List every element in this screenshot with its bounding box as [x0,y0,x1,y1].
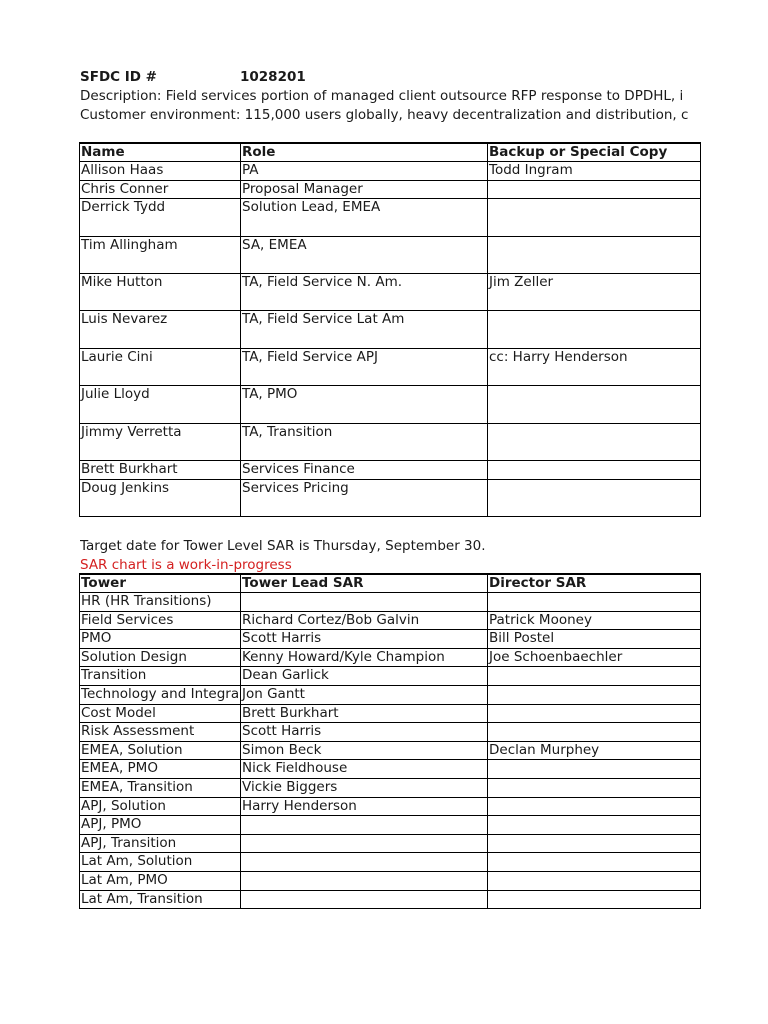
role-cell: SA, EMEA [241,236,488,273]
name-cell: Luis Nevarez [80,311,241,348]
column-header-name: Name [80,143,241,162]
tower-lead-cell [241,853,488,872]
table-row [80,630,701,649]
director-cell [488,667,701,686]
backup-cell [488,386,701,423]
team-table-body [80,162,701,517]
table-row [80,648,701,667]
tower-lead-cell: Scott Harris [241,723,488,742]
sfdc-id-label: SFDC ID # [80,69,157,85]
table-row [80,236,701,273]
backup-cell: cc: Harry Henderson [488,348,701,385]
backup-cell [488,311,701,348]
role-cell: Proposal Manager [241,180,488,199]
table-row [80,760,701,779]
table-row [80,386,701,423]
tower-cell: Cost Model [80,704,241,723]
tower-lead-cell: Kenny Howard/Kyle Champion [241,648,488,667]
column-header-backup: Backup or Special Copy [488,143,701,162]
director-cell [488,704,701,723]
table-row [80,667,701,686]
name-cell: Laurie Cini [80,348,241,385]
table-row [80,274,701,311]
table-row [80,741,701,760]
director-cell [488,890,701,909]
backup-cell [488,180,701,199]
table-row [80,311,701,348]
sfdc-id-line [80,68,720,86]
name-cell: Chris Conner [80,180,241,199]
table-row [80,723,701,742]
role-cell: TA, Field Service APJ [241,348,488,385]
tower-cell: APJ, Solution [80,797,241,816]
tower-lead-cell [241,872,488,891]
table-row [80,686,701,705]
role-cell: Solution Lead, EMEA [241,199,488,236]
role-cell: PA [241,162,488,181]
tower-lead-cell: Jon Gantt [241,686,488,705]
tower-cell: PMO [80,630,241,649]
director-cell [488,779,701,798]
tower-lead-cell: Harry Henderson [241,797,488,816]
sfdc-id-value: 1028201 [240,69,306,85]
table-row [80,479,701,516]
tower-lead-cell: Vickie Biggers [241,779,488,798]
director-cell [488,834,701,853]
backup-cell [488,423,701,460]
tower-lead-cell: Nick Fieldhouse [241,760,488,779]
role-cell: TA, PMO [241,386,488,423]
name-cell: Julie Lloyd [80,386,241,423]
name-cell: Allison Haas [80,162,241,181]
column-header-tower-lead: Tower Lead SAR [241,574,488,593]
role-cell: TA, Field Service Lat Am [241,311,488,348]
table-row [80,816,701,835]
tower-cell: Lat Am, Transition [80,890,241,909]
team-table-header-row [80,143,701,162]
role-cell: TA, Transition [241,423,488,460]
tower-lead-cell [241,834,488,853]
tower-table-header-row [80,574,701,593]
tower-cell: Technology and Integra [80,686,241,705]
backup-cell [488,236,701,273]
name-cell: Brett Burkhart [80,461,241,480]
column-header-role: Role [241,143,488,162]
director-cell: Joe Schoenbaechler [488,648,701,667]
director-cell [488,872,701,891]
tower-cell: Solution Design [80,648,241,667]
tower-lead-cell [241,593,488,612]
tower-cell: EMEA, PMO [80,760,241,779]
director-cell [488,797,701,816]
team-table [79,142,701,517]
table-row [80,162,701,181]
customer-environment-text: Customer environment: 115,000 users globally, heavy decentralization and distribution, c [80,107,689,123]
backup-cell: Todd Ingram [488,162,701,181]
table-row [80,853,701,872]
tower-lead-cell: Scott Harris [241,630,488,649]
table-row [80,834,701,853]
name-cell: Derrick Tydd [80,199,241,236]
name-cell: Jimmy Verretta [80,423,241,460]
tower-lead-cell: Brett Burkhart [241,704,488,723]
name-cell: Mike Hutton [80,274,241,311]
target-date-note: Target date for Tower Level SAR is Thursday, September 30. [80,538,486,554]
tower-cell: EMEA, Transition [80,779,241,798]
role-cell: TA, Field Service N. Am. [241,274,488,311]
role-cell: Services Finance [241,461,488,480]
director-cell [488,593,701,612]
tower-lead-cell: Dean Garlick [241,667,488,686]
description-text: Description: Field services portion of managed client outsource RFP response to DPDHL, i [80,88,684,104]
table-row [80,593,701,612]
table-row [80,348,701,385]
director-cell: Bill Postel [488,630,701,649]
tower-lead-cell: Richard Cortez/Bob Galvin [241,611,488,630]
director-cell [488,760,701,779]
table-row [80,779,701,798]
column-header-director: Director SAR [488,574,701,593]
director-cell [488,686,701,705]
backup-cell: Jim Zeller [488,274,701,311]
tower-lead-cell: Simon Beck [241,741,488,760]
table-row [80,461,701,480]
table-row [80,872,701,891]
backup-cell [488,479,701,516]
backup-cell [488,461,701,480]
table-row [80,180,701,199]
tower-cell: Lat Am, Solution [80,853,241,872]
wip-note: SAR chart is a work-in-progress [80,557,292,573]
director-cell [488,853,701,872]
director-cell: Patrick Mooney [488,611,701,630]
name-cell: Tim Allingham [80,236,241,273]
tower-cell: APJ, PMO [80,816,241,835]
table-row [80,611,701,630]
tower-cell: Transition [80,667,241,686]
tower-cell: Lat Am, PMO [80,872,241,891]
tower-cell: Risk Assessment [80,723,241,742]
director-cell [488,816,701,835]
role-cell: Services Pricing [241,479,488,516]
tower-lead-cell [241,816,488,835]
tower-cell: Field Services [80,611,241,630]
name-cell: Doug Jenkins [80,479,241,516]
director-cell: Declan Murphey [488,741,701,760]
tower-cell: EMEA, Solution [80,741,241,760]
table-row [80,704,701,723]
table-row [80,890,701,909]
backup-cell [488,199,701,236]
director-cell [488,723,701,742]
tower-table [79,573,701,909]
table-row [80,423,701,460]
tower-lead-cell [241,890,488,909]
tower-table-body [80,593,701,909]
tower-cell: HR (HR Transitions) [80,593,241,612]
column-header-tower: Tower [80,574,241,593]
tower-cell: APJ, Transition [80,834,241,853]
table-row [80,199,701,236]
table-row [80,797,701,816]
